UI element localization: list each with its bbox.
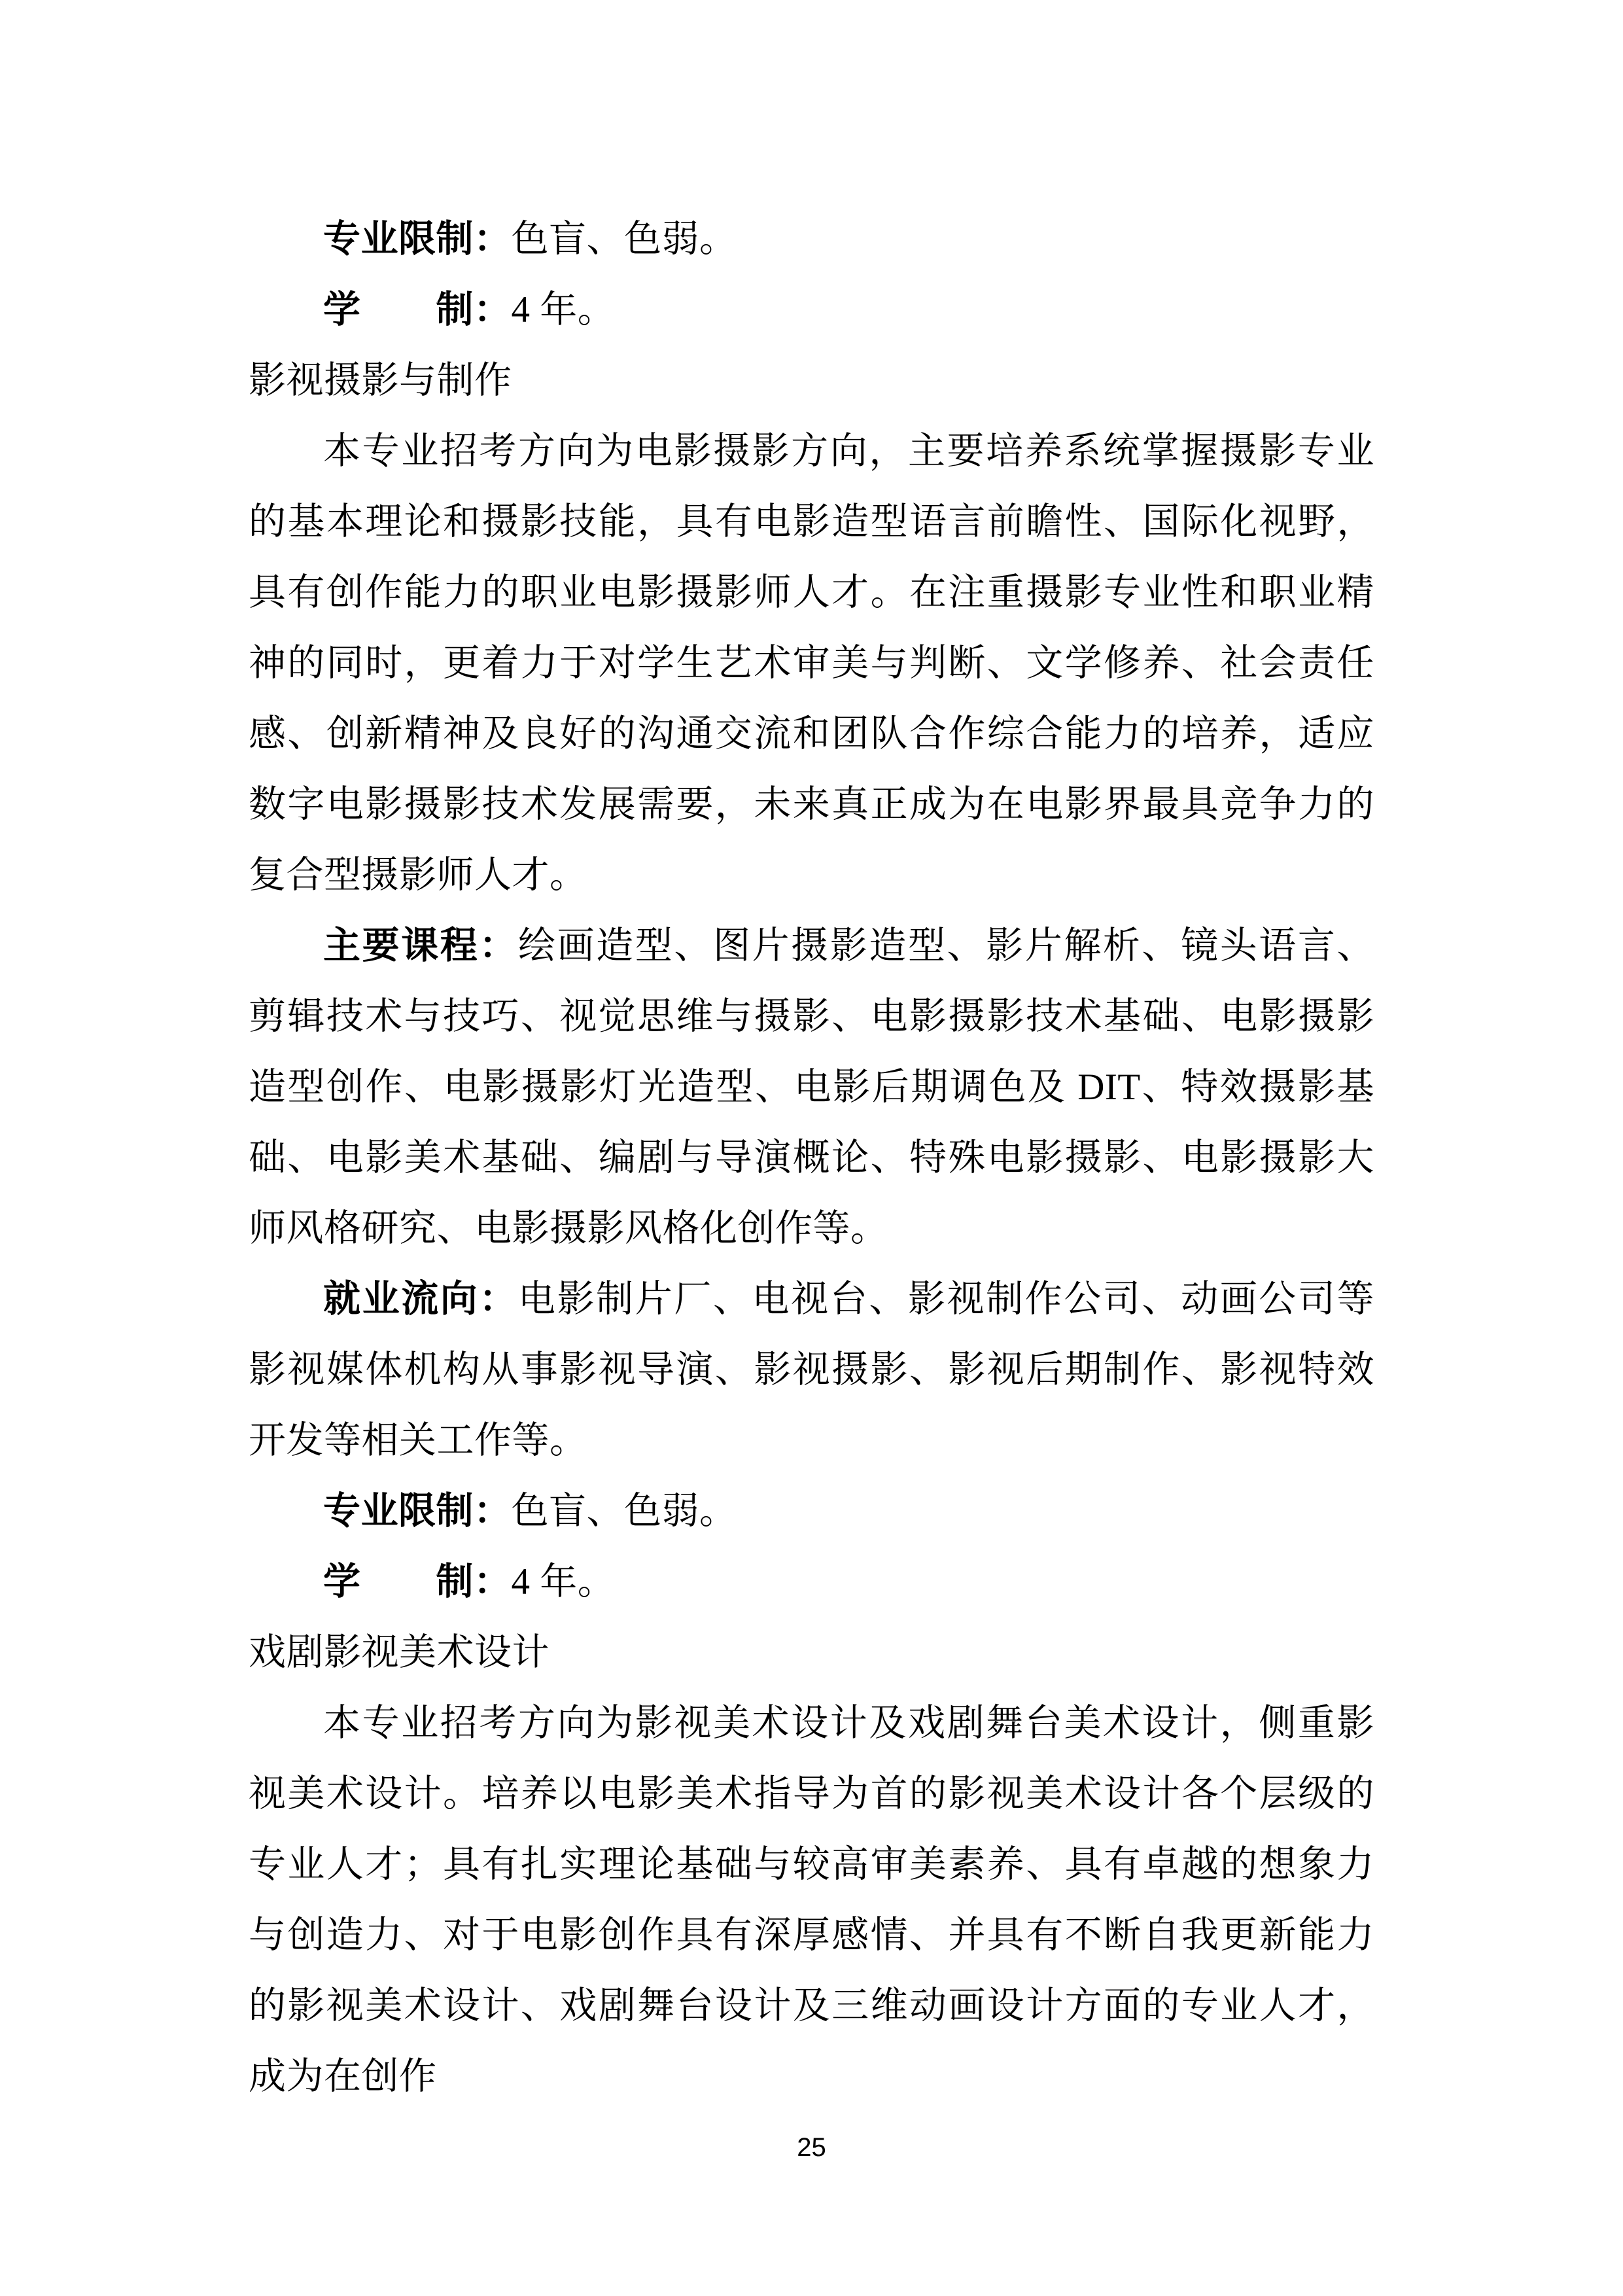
field-value: 4 年。 (511, 289, 616, 330)
field-line-major-restriction-2 (249, 1476, 1374, 1547)
field-label: 学 制： (323, 289, 512, 330)
paragraph-text: 本专业招考方向为影视美术设计及戏剧舞台美术设计，侧重影视美术设计。培养以电影美术指导为首的影视美术设计各个层级的专业人才；具有扎实理论基础与较高审美素养、具有卓越的想象力与创造力、对于电影创作具有深厚感情、并具有不断自我更新能力的影视美术设计、戏剧舞台设计及三维动画设计方面的专业人才，成为在创作 (249, 1703, 1374, 2097)
paragraph-lead-label: 主要课程： (323, 925, 518, 966)
field-label: 学 制： (323, 1561, 512, 1602)
field-line-duration-1 (249, 275, 1374, 345)
paragraph-art-design-intro (249, 1688, 1374, 2112)
field-label: 专业限制： (323, 1491, 512, 1532)
field-value: 色盲、色弱。 (511, 219, 737, 260)
paragraph-main-courses (249, 911, 1374, 1264)
field-label: 专业限制： (323, 219, 512, 260)
paragraph-text: 绘画造型、图片摄影造型、影片解析、镜头语言、剪辑技术与技巧、视觉思维与摄影、电影摄影技术基础、电影摄影造型创作、电影摄影灯光造型、电影后期调色及 DIT、特效摄影基础、电影美术基础、编剧与导演概论、特殊电影摄影、电影摄影大师风格研究、电影摄影风格化创作等。 (249, 925, 1375, 1249)
page-number: 25 (797, 2133, 826, 2162)
document-body (249, 204, 1374, 2112)
paragraph-lead-label: 就业流向： (323, 1279, 518, 1320)
paragraph-text: 电影制片厂、电视台、影视制作公司、动画公司等影视媒体机构从事影视导演、影视摄影、影视后期制作、影视特效开发等相关工作等。 (249, 1279, 1375, 1461)
section-heading-film-cinematography: 影视摄影与制作 (249, 360, 512, 401)
paragraph-employment-direction (249, 1264, 1374, 1476)
paragraph-text: 本专业招考方向为电影摄影方向，主要培养系统掌握摄影专业的基本理论和摄影技能，具有电影造型语言前瞻性、国际化视野，具有创作能力的职业电影摄影师人才。在注重摄影专业性和职业精神的同时，更着力于对学生艺术审美与判断、文学修养、社会责任感、创新精神及良好的沟通交流和团队合作综合能力的培养，适应数字电影摄影技术发展需要，未来真正成为在电影界最具竞争力的复合型摄影师人才。 (249, 431, 1374, 896)
field-line-major-restriction-1 (249, 204, 1374, 275)
section-heading-stage-art-design: 戏剧影视美术设计 (249, 1632, 550, 1673)
field-line-duration-2 (249, 1547, 1374, 1617)
paragraph-cinematography-intro (249, 416, 1374, 911)
field-value: 4 年。 (511, 1561, 616, 1602)
field-value: 色盲、色弱。 (511, 1491, 737, 1532)
